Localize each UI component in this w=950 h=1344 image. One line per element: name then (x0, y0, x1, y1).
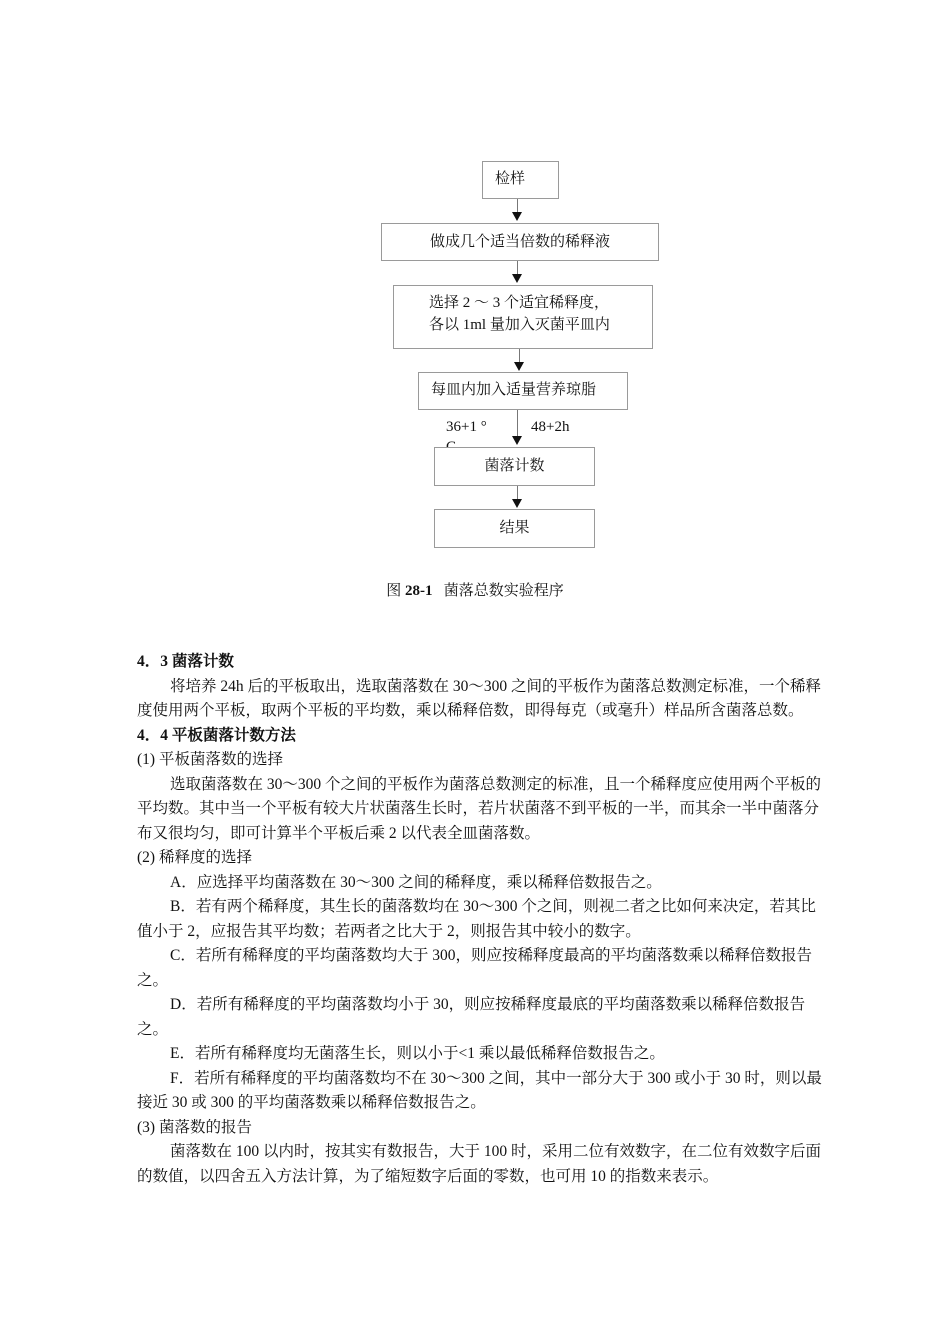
flow-step-dilution (381, 223, 659, 261)
incubation-time-label: 48+2h (531, 419, 570, 435)
flow-step-result (434, 509, 595, 548)
flow-step-select-dilution (393, 285, 653, 349)
arrow-down-icon (512, 212, 522, 221)
caption-prefix: 图 (386, 583, 402, 599)
subsection-title: (3) 菌落数的报告 (137, 1118, 252, 1136)
figure-caption (0, 579, 950, 600)
flow-connector (517, 199, 518, 212)
caption-title: 菌落总数实验程序 (443, 583, 564, 599)
caption-number: 28-1 (405, 583, 433, 599)
arrow-down-icon (512, 436, 522, 445)
section-heading: 4．3 菌落计数 (137, 653, 234, 670)
list-item: E．若所有稀释度均无菌落生长，则以小于<1 乘以最低稀释倍数报告之。 (170, 1045, 665, 1062)
subsection-title: (2) 稀释度的选择 (137, 849, 252, 866)
subsection-title: (1) 平板菌落数的选择 (137, 751, 283, 768)
flow-step-dilution-label: 做成几个适当倍数的稀释液 (429, 234, 610, 250)
arrow-down-icon (512, 499, 522, 508)
arrow-down-icon (514, 362, 524, 371)
document-body (137, 650, 827, 1189)
list-item: B．若有两个稀释度，其生长的菌落数均在 30～300 个之间，则视二者之比如何来决定，若其比值小于 2，应报告其平均数；若两者之比大于 2，则报告其中较小的数字。 (137, 898, 816, 940)
section-heading: 4．4 平板菌落计数方法 (137, 726, 296, 744)
flow-step-sample-label: 检样 (495, 171, 526, 187)
flow-step-agar-label: 每皿内加入适量营养琼脂 (431, 382, 597, 398)
flow-connector (519, 349, 520, 362)
list-item: F．若所有稀释度的平均菌落数均不在 30～300 之间，其中一部分大于 300 或小于 30 时，则以最接近 30 或 300 的平均菌落数乘以稀释倍数报告之。 (137, 1069, 822, 1111)
paragraph: 将培养 24h 后的平板取出，选取菌落数在 30～300 之间的平板作为菌落总数测定标准，一个稀释度使用两个平板，取两个平板的平均数，乘以稀释倍数，即得每克（或毫升）样品所含菌落总数。 (137, 677, 822, 719)
flow-connector (517, 410, 518, 436)
list-item: A．应选择平均菌落数在 30～300 之间的稀释度，乘以稀释倍数报告之。 (170, 873, 662, 891)
flow-step-count-label: 菌落计数 (484, 458, 545, 474)
flow-step-sample (482, 161, 559, 199)
paragraph: 选取菌落数在 30～300 个之间的平板作为菌落总数测定的标准，且一个稀释度应使用两个平板的平均数。其中当一个平板有较大片状菌落生长时，若片状菌落不到平板的一半，而其余一半中菌落分布又很均匀，即可计算半个平板后乘 2 以代表全皿菌落数。 (137, 775, 822, 842)
flow-connector (517, 486, 518, 499)
paragraph: 菌落数在 100 以内时，按其实有数报告，大于 100 时，采用二位有效数字，在二位有效数字后面的数值，以四舍五入方法计算，为了缩短数字后面的零数，也可用 10 的指数来表示。 (137, 1143, 822, 1185)
flow-step-select-line2: 各以 1ml 量加入灭菌平皿内 (429, 317, 610, 333)
list-item: C．若所有稀释度的平均菌落数均大于 300，则应按稀释度最高的平均菌落数乘以稀释倍数报告之。 (137, 947, 812, 989)
flow-step-result-label: 结果 (499, 520, 530, 536)
incubation-temp-label: 36+1 ° (446, 419, 487, 435)
flow-step-select-line1: 选择 2 ～ 3 个适宜稀释度， (429, 295, 610, 311)
flow-step-agar (418, 372, 628, 410)
flow-step-count (434, 447, 595, 486)
list-item: D．若所有稀释度的平均菌落数均小于 30，则应按稀释度最底的平均菌落数乘以稀释倍数报告之。 (137, 996, 806, 1038)
arrow-down-icon (512, 274, 522, 283)
flow-connector (517, 261, 518, 274)
